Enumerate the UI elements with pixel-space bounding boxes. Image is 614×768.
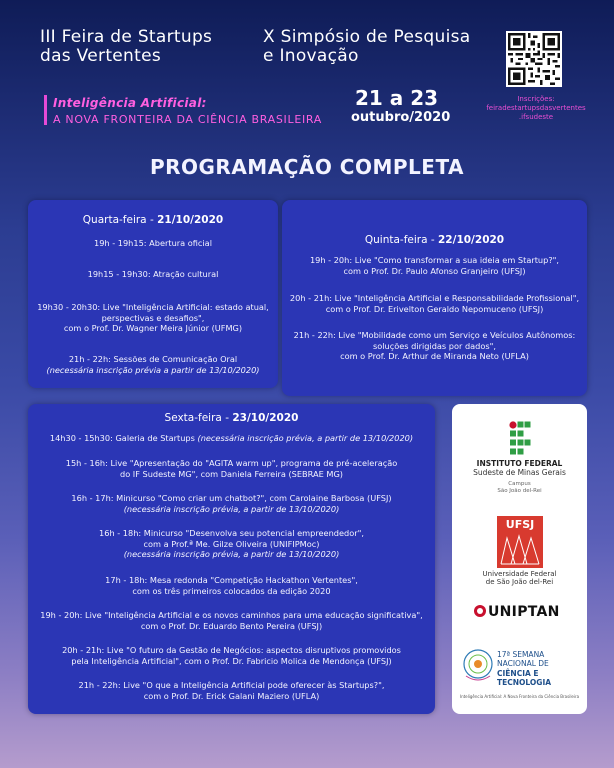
page-title: PROGRAMAÇÃO COMPLETA: [149, 155, 465, 179]
day-date: 23/10/2020: [232, 412, 299, 424]
ufsj-building-icon: [497, 516, 543, 568]
event-line: com o Prof. Dr. Eduardo Bento Pereira (UFSJ): [140, 620, 323, 631]
list-item: [282, 255, 587, 276]
event-title-startups-line1: III Feira de Startups: [40, 27, 213, 47]
event-note: (necessária inscrição prévia, a partir de 13/10/2020): [197, 433, 414, 443]
event-line: 20h - 21h: Live "O futuro da Gestão de Negócios: aspectos disruptivos promovidos: [62, 645, 401, 655]
theme-accent-bar: [44, 95, 47, 125]
schedule-day-friday: [28, 404, 435, 714]
schedule-day-thursday: [282, 200, 587, 396]
ufsj-mark: UFSJ: [505, 518, 535, 531]
event-line: 16h - 17h: Minicurso "Como criar um chatbot?", com Carolaine Barbosa (UFSJ): [71, 493, 392, 503]
uniptan-name: UNIPTAN: [488, 604, 560, 620]
uniptan-circle-icon: [474, 605, 486, 617]
event-line: 19h - 20h: Live "Como transformar a sua ideia em Startup?",: [309, 255, 560, 265]
event-title-startups: [40, 28, 212, 66]
event-line: pela Inteligência Artificial", com o Prof. Dr. Fabricio Molica de Mendonça (UFSJ): [71, 655, 392, 666]
event-line: com o Prof. Dr. Erick Galani Maziero (UFLA): [143, 690, 320, 701]
event-line: com o Prof. Dr. Paulo Afonso Granjeiro (UFSJ): [343, 265, 526, 276]
event-line: com o Prof. Dr. Erivelton Geraldo Nepomuceno (UFSJ): [325, 303, 544, 314]
event-line: perspectivas e desafios",: [101, 312, 205, 323]
event-line: com o Prof. Dr. Arthur de Miranda Neto (UFLA): [340, 351, 529, 361]
event-title-simposio-line1: X Simpósio de Pesquisa: [263, 27, 471, 47]
qr-code[interactable]: [506, 31, 562, 87]
list-item: [28, 354, 278, 375]
schedule-day-wednesday: [28, 200, 278, 388]
sponsor-logos-panel: [452, 404, 587, 714]
day-weekday: Sexta-feira -: [164, 412, 233, 424]
event-note: (necessária inscrição prévia, a partir de 13/10/2020): [123, 503, 340, 514]
if-campus-line2: São João del-Rei: [497, 487, 542, 494]
event-note: (necessária inscrição prévia, a partir de 13/10/2020): [123, 549, 340, 559]
event-line: 21h - 22h: Sessões de Comunicação Oral: [68, 354, 238, 364]
if-subtitle: Sudeste de Minas Gerais: [473, 468, 566, 477]
if-campus-line1: Campus: [508, 481, 531, 487]
ufsj-caption-line1: Universidade Federal: [482, 570, 557, 578]
qr-caption-line3: .ifsudeste: [518, 113, 554, 121]
event-line: 16h - 18h: Minicurso "Desenvolva seu potencial empreendedor",: [99, 528, 364, 538]
day-weekday: Quinta-feira -: [364, 234, 438, 246]
event-line: 14h30 - 15h30: Galeria de Startups: [49, 433, 198, 443]
list-item: [28, 610, 435, 631]
snct-line3: CIÊNCIA E: [497, 669, 539, 678]
event-line: soluções dirigidas por dados",: [372, 340, 497, 351]
list-item: [28, 575, 435, 596]
if-campus: [452, 481, 587, 494]
list-item: [28, 493, 435, 514]
day-weekday: Quarta-feira -: [82, 214, 158, 226]
event-line: com o Prof. Dr. Wagner Meira Júnior (UFMG): [63, 323, 243, 333]
list-item: [28, 238, 278, 249]
event-dates: 21 a 23: [355, 86, 439, 110]
theme-title: Inteligência Artificial:: [53, 96, 207, 110]
event-line: 17h - 18h: Mesa redonda "Competição Hackathon Vertentes",: [105, 575, 358, 585]
ufsj-caption: [452, 570, 587, 586]
list-item: [282, 330, 587, 362]
list-item: [282, 293, 587, 314]
event-line: 20h - 21h: Live "Inteligência Artificial e Responsabilidade Profissional",: [289, 293, 580, 303]
event-month: outubro/2020: [351, 110, 451, 125]
snct-logo-icon: [462, 646, 494, 686]
qr-code-icon: [508, 33, 560, 85]
list-item: [28, 458, 435, 479]
theme-subtitle: A NOVA FRONTEIRA DA CIÊNCIA BRASILEIRA: [53, 113, 323, 126]
snct-line4: TECNOLOGIA: [497, 678, 552, 687]
event-line: 21h - 22h: Live "O que a Inteligência Artificial pode oferecer às Startups?",: [78, 680, 385, 690]
list-item: [28, 645, 435, 666]
event-line: com os três primeiros colocados da edição 2020: [132, 585, 331, 596]
snct-line1: 17ª SEMANA: [497, 650, 545, 659]
event-line: 15h - 16h: Live "Apresentação do "AGITA warm up", programa de pré-aceleração: [65, 458, 398, 468]
event-title-simposio-line2: e Inovação: [263, 46, 359, 66]
event-note: (necessária inscrição prévia a partir de 13/10/2020): [46, 364, 260, 375]
ufsj-caption-line2: de São João del-Rei: [485, 578, 554, 586]
event-line: 19h30 - 20h30: Live "Inteligência Artificial: estado atual,: [37, 302, 269, 312]
event-line: 19h15 - 19h30: Atração cultural: [87, 269, 219, 279]
snct-line2: NACIONAL DE: [497, 659, 549, 668]
day-heading: [28, 412, 435, 424]
event-line: 21h - 22h: Live "Mobilidade como um Serviço e Veículos Autônomos:: [293, 330, 576, 340]
ufsj-logo: [497, 516, 543, 568]
qr-caption-line2: feiradestartupsdasvertentes: [486, 104, 586, 112]
day-date: 22/10/2020: [438, 234, 505, 246]
qr-caption[interactable]: [486, 95, 586, 122]
day-heading: [28, 214, 278, 226]
instituto-federal-logo-icon: [509, 421, 531, 455]
list-item: [28, 269, 278, 280]
uniptan-logo: [474, 604, 560, 620]
list-item: [28, 528, 435, 560]
list-item: [28, 680, 435, 701]
event-line: 19h - 20h: Live "Inteligência Artificial e os novos caminhos para uma educação significativa",: [40, 610, 423, 620]
if-name: INSTITUTO FEDERAL: [476, 459, 563, 468]
list-item: [28, 302, 278, 334]
event-line: do IF Sudeste MG", com Daniela Ferreira (SEBRAE MG): [120, 468, 343, 479]
event-title-startups-line2: das Vertentes: [40, 46, 162, 66]
day-date: 21/10/2020: [157, 214, 224, 226]
event-title-simposio: [263, 28, 470, 66]
snct-footer: Inteligência Artificial: A Nova Fronteira da Ciência Brasileira: [459, 694, 580, 699]
if-name-block: [452, 459, 587, 477]
list-item: [28, 433, 435, 444]
event-line: com a Prof.ª Me. Gilze Oliveira (UNIFIPMoc): [143, 538, 320, 549]
qr-caption-line1: Inscrições:: [517, 95, 555, 103]
day-heading: [282, 234, 587, 246]
event-line: 19h - 19h15: Abertura oficial: [94, 238, 212, 248]
